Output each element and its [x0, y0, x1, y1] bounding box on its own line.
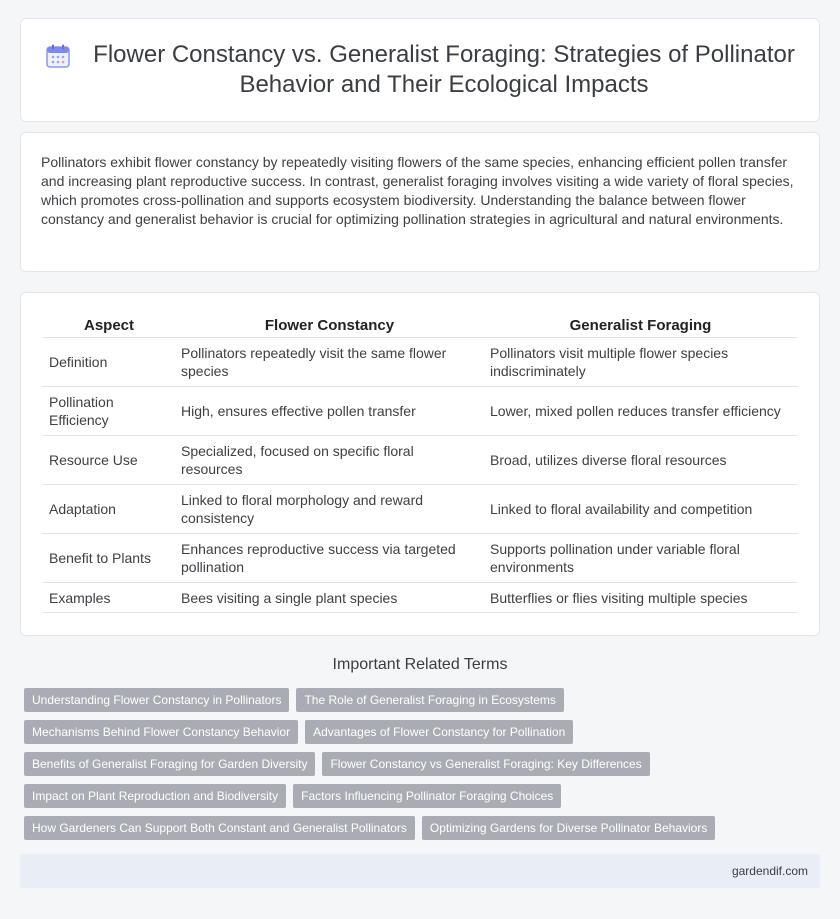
table-row — [43, 534, 797, 583]
cell-aspect: Examples — [43, 583, 175, 613]
cell-aspect: Definition — [43, 338, 175, 387]
cell-generalist-foraging: Lower, mixed pollen reduces transfer efficiency — [484, 387, 797, 436]
cell-generalist-foraging: Butterflies or flies visiting multiple species — [484, 583, 797, 613]
table-row — [43, 436, 797, 485]
cell-flower-constancy: Specialized, focused on specific floral resources — [175, 436, 484, 485]
cell-flower-constancy: Enhances reproductive success via targeted pollination — [175, 534, 484, 583]
table-row — [43, 583, 797, 613]
related-term-tag[interactable]: Optimizing Gardens for Diverse Pollinator Behaviors — [422, 816, 715, 840]
header-flower-constancy: Flower Constancy — [175, 313, 484, 338]
related-term-tag[interactable]: Flower Constancy vs Generalist Foraging: Key Differences — [322, 752, 649, 776]
calendar-icon — [45, 43, 71, 69]
header-card — [20, 18, 820, 122]
table-row — [43, 485, 797, 534]
cell-aspect: Resource Use — [43, 436, 175, 485]
related-term-tag[interactable]: The Role of Generalist Foraging in Ecosystems — [296, 688, 563, 712]
related-term-tag[interactable]: Understanding Flower Constancy in Pollinators — [24, 688, 289, 712]
related-term-tag[interactable]: How Gardeners Can Support Both Constant and Generalist Pollinators — [24, 816, 415, 840]
comparison-card — [20, 292, 820, 636]
intro-paragraph: Pollinators exhibit flower constancy by repeatedly visiting flowers of the same species, enhancing efficient pollen transfer and increasing plant reproductive success. In contrast, generalist foraging involves visiting a wide variety of floral species, which promotes cross-pollination and supports ecosystem biodiversity. Understanding the balance between flower constancy and generalist behavior is crucial for optimizing pollination strategies in agricultural and natural environments. — [41, 154, 794, 227]
intro-card — [20, 132, 820, 272]
cell-generalist-foraging: Linked to floral availability and competition — [484, 485, 797, 534]
site-link[interactable]: gardendif.com — [731, 864, 808, 878]
cell-generalist-foraging: Pollinators visit multiple flower species indiscriminately — [484, 338, 797, 387]
cell-aspect: Benefit to Plants — [43, 534, 175, 583]
related-terms-title: Important Related Terms — [332, 656, 508, 673]
table-header-row — [43, 313, 797, 338]
table-row — [43, 338, 797, 387]
cell-flower-constancy: Bees visiting a single plant species — [175, 583, 484, 613]
related-term-tag[interactable]: Advantages of Flower Constancy for Pollination — [305, 720, 573, 744]
footer — [20, 854, 820, 888]
cell-aspect: Adaptation — [43, 485, 175, 534]
page-title: Flower Constancy vs. Generalist Foraging: Strategies of Pollinator Behavior and Their Ecological Impacts — [93, 41, 795, 98]
cell-generalist-foraging: Broad, utilizes diverse floral resources — [484, 436, 797, 485]
related-terms-list — [24, 688, 824, 848]
cell-flower-constancy: Linked to floral morphology and reward consistency — [175, 485, 484, 534]
related-term-tag[interactable]: Factors Influencing Pollinator Foraging Choices — [293, 784, 561, 808]
table-row — [43, 387, 797, 436]
cell-flower-constancy: High, ensures effective pollen transfer — [175, 387, 484, 436]
header-aspect: Aspect — [43, 313, 175, 338]
related-term-tag[interactable]: Impact on Plant Reproduction and Biodiversity — [24, 784, 286, 808]
related-term-tag[interactable]: Benefits of Generalist Foraging for Garden Diversity — [24, 752, 315, 776]
cell-generalist-foraging: Supports pollination under variable floral environments — [484, 534, 797, 583]
header-generalist-foraging: Generalist Foraging — [484, 313, 797, 338]
comparison-table — [43, 313, 797, 613]
cell-flower-constancy: Pollinators repeatedly visit the same flower species — [175, 338, 484, 387]
cell-aspect: Pollination Efficiency — [43, 387, 175, 436]
related-term-tag[interactable]: Mechanisms Behind Flower Constancy Behavior — [24, 720, 298, 744]
